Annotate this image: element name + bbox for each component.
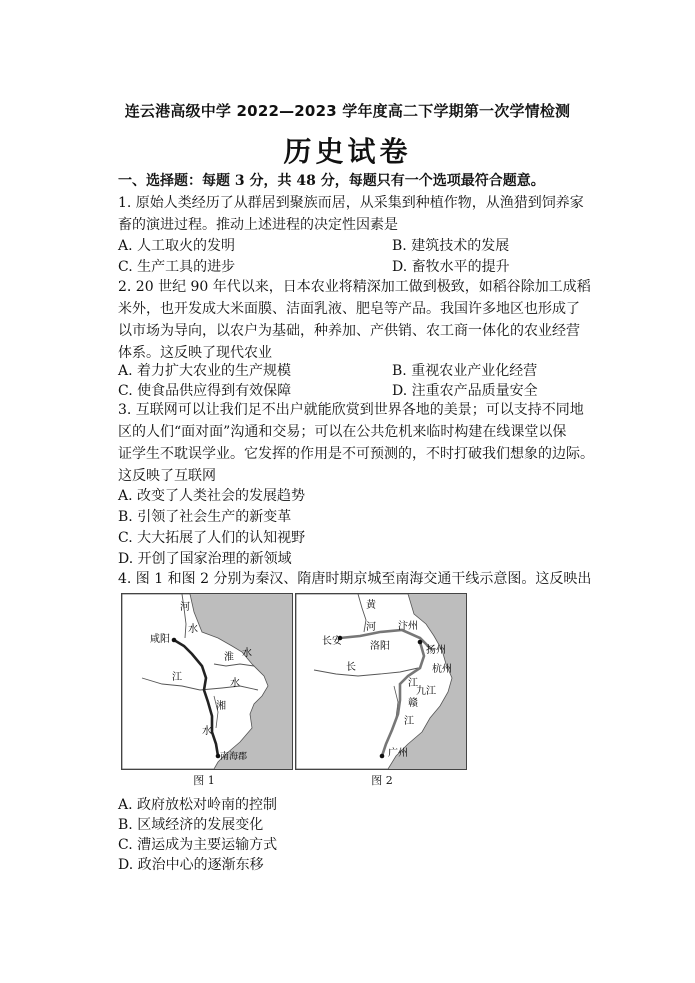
map-1-label-huai: 淮: [224, 652, 234, 663]
q1-line-2: 畜的演进过程。推动上述进程的决定性因素是: [118, 217, 398, 233]
q1-line-1: 1. 原始人类经历了从群居到聚族而居，从采集到种植作物，从渔猎到饲养家: [118, 195, 584, 211]
q3-line-4: 这反映了互联网: [118, 468, 216, 484]
q2-line-4: 体系。这反映了现代农业: [118, 345, 272, 361]
map-1-label-huaishui: 水: [242, 648, 252, 659]
map-2-caption: 图 2: [371, 774, 393, 787]
q3-option-c[interactable]: C. 大大拓展了人们的认知视野: [118, 530, 306, 546]
q2-option-d[interactable]: D. 注重农产品质量安全: [392, 383, 538, 399]
map-2-label-huang: 黄: [366, 600, 376, 611]
map-2-label-hangzhou: 杭州: [432, 664, 452, 675]
map-figure-2: [295, 593, 467, 770]
map-1-label-jiang: 江: [172, 672, 182, 683]
map-1-label-xiangshui: 水: [202, 726, 212, 737]
q3-line-3: 证学生不耽误学业。它发挥的作用是不可预测的，不时打破我们想象的边际。: [118, 446, 594, 462]
map-1-xianyang-marker: [172, 638, 177, 643]
map-2-guangzhou-marker: [380, 754, 385, 759]
map-2-label-chang: 长: [346, 662, 356, 673]
map-2-label-yangzhou: 扬州: [426, 645, 446, 656]
q1-option-d[interactable]: D. 畜牧水平的提升: [392, 259, 510, 275]
map-1-label-jiangshui: 水: [230, 678, 240, 689]
map-2-yangzhou-marker: [418, 640, 423, 645]
q1-option-b[interactable]: B. 建筑技术的发展: [392, 238, 510, 254]
q4-option-c[interactable]: C. 漕运成为主要运输方式: [118, 837, 278, 853]
map-figure-1: [121, 593, 293, 770]
q3-option-d[interactable]: D. 开创了国家治理的新领域: [118, 551, 292, 567]
q4-option-d[interactable]: D. 政治中心的逐渐东移: [118, 857, 264, 873]
q2-line-3: 以市场为导向，以农户为基础，种养加、产供销、农工商一体化的农业经营: [118, 323, 580, 339]
exam-header: 连云港高级中学 2022—2023 学年度高二下学期第一次学情检测: [124, 102, 571, 120]
q1-option-a[interactable]: A. 人工取火的发明: [118, 238, 236, 254]
map-2-label-gan: 赣: [408, 698, 418, 709]
map-2-label-bianzhou: 汴州: [398, 621, 418, 632]
map-2-land: [296, 594, 452, 769]
map-1-label-shui: 水: [188, 624, 198, 635]
map-1-land: [122, 594, 268, 769]
map-2-label-jiujiang: 九江: [416, 686, 436, 697]
map-1-svg: [122, 594, 292, 769]
map-2-label-ganjiang: 江: [404, 716, 414, 727]
q4-option-a[interactable]: A. 政府放松对岭南的控制: [118, 797, 278, 813]
section-instructions: 一、选择题：每题 3 分，共 48 分，每题只有一个选项最符合题意。: [118, 173, 545, 189]
map-2-label-jiang: 江: [408, 678, 418, 689]
map-2-label-luoyang: 洛阳: [370, 641, 390, 652]
map-1-label-xiang: 湘: [216, 701, 226, 712]
q3-option-b[interactable]: B. 引领了社会生产的新变革: [118, 509, 292, 525]
q4-option-b[interactable]: B. 区域经济的发展变化: [118, 817, 264, 833]
q3-line-1: 3. 互联网可以让我们足不出户就能欣赏到世界各地的美景；可以支持不同地: [118, 402, 584, 418]
map-1-caption: 图 1: [193, 774, 215, 787]
q2-line-1: 2. 20 世纪 90 年代以来，日本农业将精深加工做到极致，如稻谷除加工成稻: [118, 279, 591, 295]
q4-line-1: 4. 图 1 和图 2 分别为秦汉、隋唐时期京城至南海交通干线示意图。这反映出: [118, 571, 592, 587]
q2-option-b[interactable]: B. 重视农业产业化经营: [392, 363, 538, 379]
map-1-label-nanhai: 南海郡: [220, 752, 248, 762]
map-1-label-he: 河: [180, 602, 190, 613]
map-1-label-xianyang: 咸阳: [150, 634, 170, 645]
map-2-label-changan: 长安: [322, 636, 342, 647]
map-2-label-guangzhou: 广州: [388, 748, 408, 759]
q2-option-a[interactable]: A. 着力扩大农业的生产规模: [118, 363, 292, 379]
q3-line-2: 区的人们“面对面”沟通和交易；可以在公共危机来临时构建在线课堂以保: [118, 424, 567, 440]
map-2-label-he: 河: [366, 622, 376, 633]
q2-line-2: 米外，也开发成大米面膜、洁面乳液、肥皂等产品。我国许多地区也形成了: [118, 301, 580, 317]
exam-title: 历史试卷: [283, 135, 412, 168]
q2-option-c[interactable]: C. 使食品供应得到有效保障: [118, 383, 292, 399]
q3-option-a[interactable]: A. 改变了人类社会的发展趋势: [118, 488, 306, 504]
map-2-svg: [296, 594, 466, 769]
q1-option-c[interactable]: C. 生产工具的进步: [118, 259, 236, 275]
